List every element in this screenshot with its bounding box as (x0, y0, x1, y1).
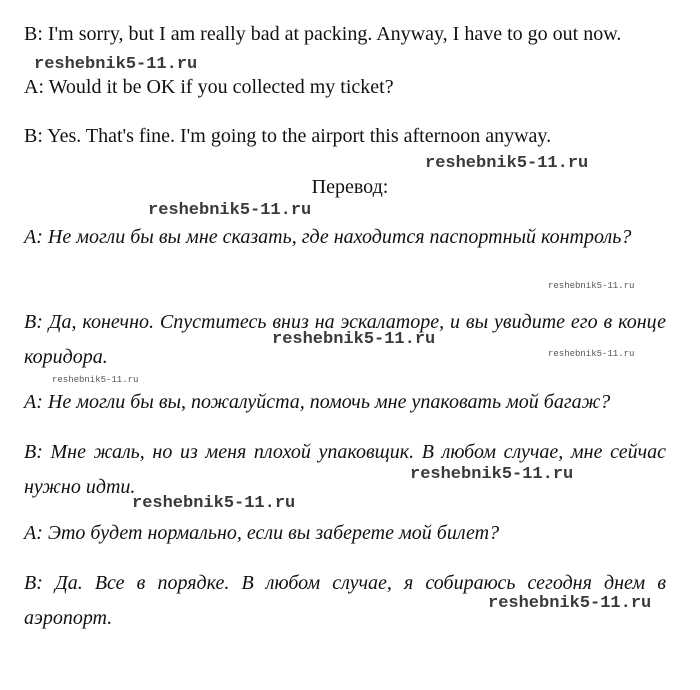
watermark: reshebnik5-11.ru (52, 375, 139, 385)
watermark: reshebnik5-11.ru (488, 594, 652, 613)
watermark: reshebnik5-11.ru (148, 201, 312, 220)
watermark: reshebnik5-11.ru (548, 281, 635, 291)
russian-line-b2: В: Мне жаль, но из меня плохой упаковщик. В любом случае, мне сейчас нужно идти. (24, 441, 666, 498)
watermark: reshebnik5-11.ru (410, 465, 574, 484)
translation-heading: Перевод: (311, 176, 389, 198)
watermark: reshebnik5-11.ru (34, 55, 198, 74)
english-line-a1: A: Would it be OK if you collected my ticket? (24, 76, 394, 98)
russian-line-a3: А: Это будет нормально, если вы заберете мой билет? (24, 522, 500, 544)
watermark: reshebnik5-11.ru (272, 330, 436, 349)
english-line-b2: B: Yes. That's fine. I'm going to the airport this afternoon anyway. (24, 125, 552, 147)
russian-line-a1: А: Не могли бы вы мне сказать, где находится паспортный контроль? (24, 226, 632, 248)
english-line-b1: B: I'm sorry, but I am really bad at packing. Anyway, I have to go out now. (24, 23, 622, 45)
watermark: reshebnik5-11.ru (548, 349, 635, 359)
russian-line-b3: В: Да. Все в порядке. В любом случае, я собираюсь сегодня днем в аэропорт. (24, 572, 666, 629)
russian-line-b1: В: Да, конечно. Спуститесь вниз на эскалаторе, и вы увидите его в конце коридора. (24, 311, 666, 368)
watermark: reshebnik5-11.ru (425, 154, 589, 173)
russian-line-a2: А: Не могли бы вы, пожалуйста, помочь мне упаковать мой багаж? (24, 391, 611, 413)
watermark: reshebnik5-11.ru (132, 494, 296, 513)
